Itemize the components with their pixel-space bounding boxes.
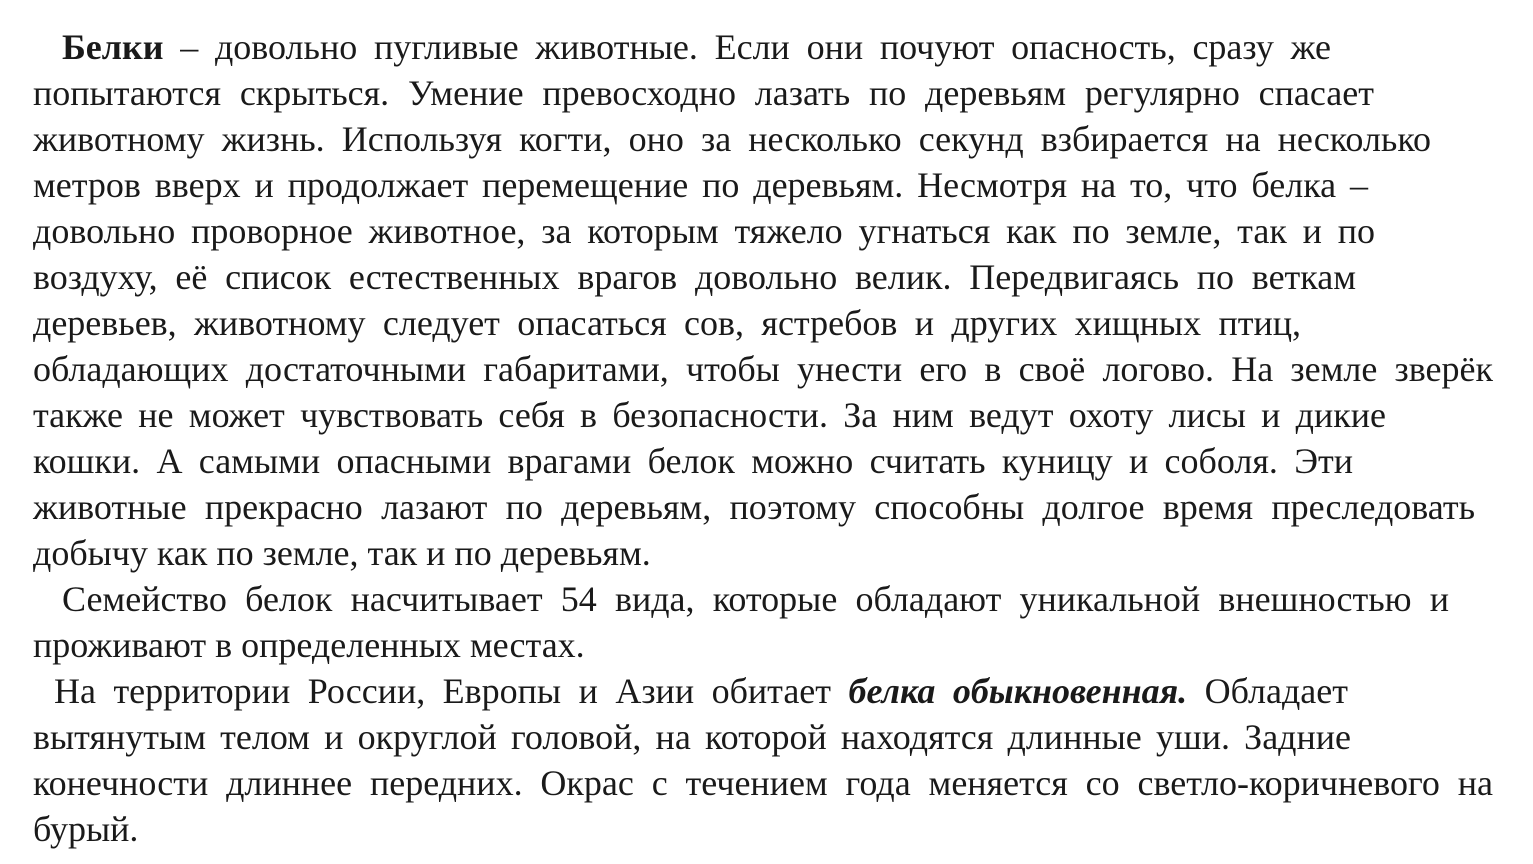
paragraph-3-line-4: бурый. [33,809,139,849]
paragraph-3-line-1-start: На территории России, Европы и Азии обитает [54,671,849,711]
paragraph-3-line-2: вытянутым телом и округлой головой, на которой находятся длинные уши. Задние [33,717,1351,757]
paragraph-1-line-9: также не может чувствовать себя в безопасности. За ним ведут охоту лисы и дикие [33,395,1386,435]
paragraph-1-line-7: деревьев, животному следует опасаться сов, ястребов и других хищных птиц, [33,303,1301,343]
paragraph-1-line-10: кошки. А самыми опасными врагами белок можно считать куницу и соболя. Эти [33,441,1353,481]
paragraph-1-line-2: попытаются скрыться. Умение превосходно лазать по деревьям регулярно спасает [33,73,1374,113]
paragraph-1-line-4: метров вверх и продолжает перемещение по деревьям. Несмотря на то, что белка – [33,165,1368,205]
paragraph-1-line-8: обладающих достаточными габаритами, чтобы унести его в своё логово. На земле зверёк [33,349,1493,389]
term-common-squirrel: белка обыкновенная. [848,671,1188,711]
paragraph-1-line-3: животному жизнь. Используя когти, оно за несколько секунд взбирается на несколько [33,119,1431,159]
paragraph-1-line-6: воздуху, её список естественных врагов довольно велик. Передвигаясь по веткам [33,257,1356,297]
paragraph-1-line-5: довольно проворное животное, за которым тяжело угнаться как по земле, так и по [33,211,1375,251]
paragraph-1-line-1-text: – довольно пугливые животные. Если они почуют опасность, сразу же [163,27,1331,67]
paragraph-3-line-1 [54,668,1348,714]
paragraph-1-line-12: добычу как по земле, так и по деревьям. [33,533,651,573]
paragraph-2-line-2: проживают в определенных местах. [33,625,585,665]
paragraph-3-line-1-end: Обладает [1187,671,1348,711]
paragraph-2-line-1: Семейство белок насчитывает 54 вида, которые обладают уникальной внешностью и [62,579,1449,619]
paragraph-3-line-3: конечности длиннее передних. Окрас с течением года меняется со светло-коричневого на [33,763,1493,803]
term-squirrels: Белки [62,27,164,67]
paragraph-1-line-1 [62,24,1331,70]
paragraph-1-line-11: животные прекрасно лазают по деревьям, поэтому способны долгое время преследовать [33,487,1475,527]
